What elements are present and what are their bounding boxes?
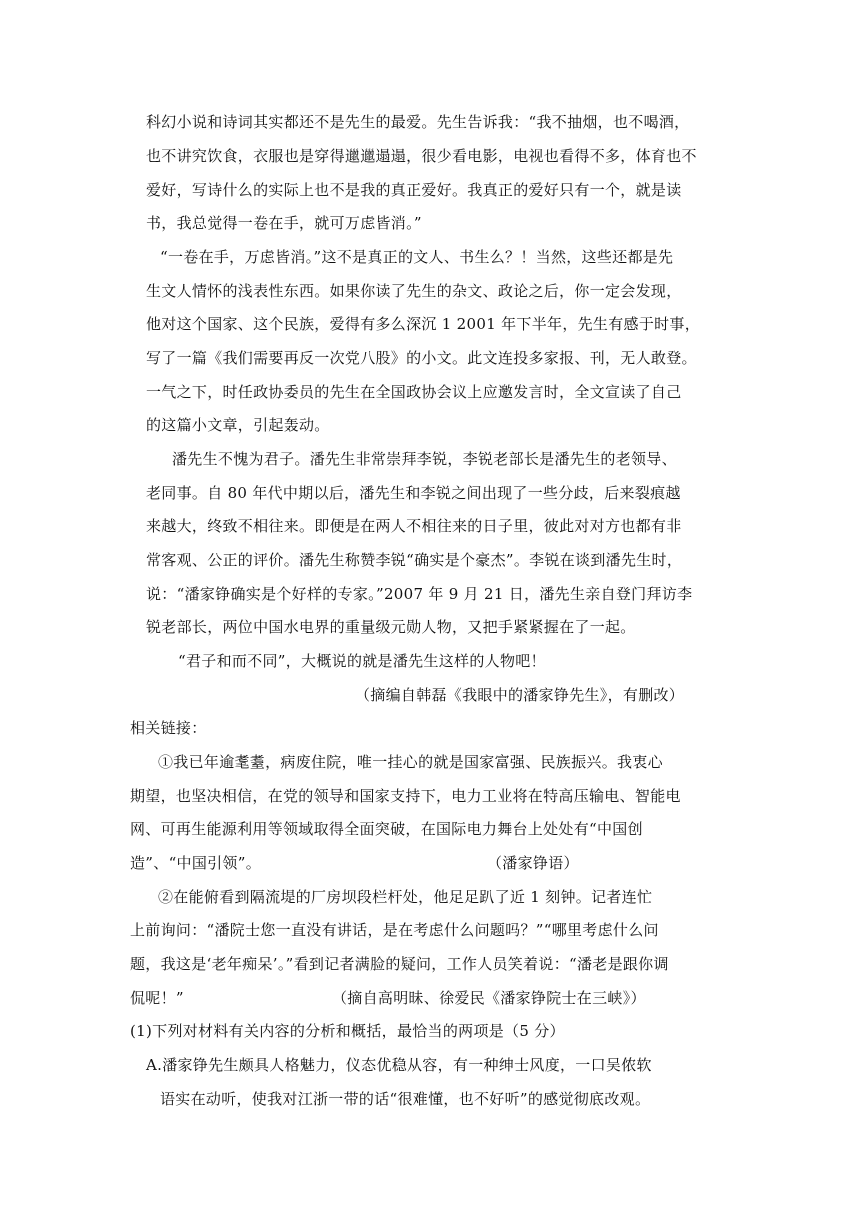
text-line: 科幻小说和诗词其实都还不是先生的最爱。先生告诉我：“我不抽烟，也不喝酒， xyxy=(146,113,690,131)
text-line: 来越大，终致不相往来。即便是在两人不相往来的日子里，彼此对对方也都有非 xyxy=(146,517,682,535)
option-a: A.潘家铮先生颇具人格魅力，仪态优稳从容，有一种绅士风度，一口吴侬软 xyxy=(146,1056,652,1074)
text-line: 书，我总觉得一卷在手，就可万虑皆消。” xyxy=(146,214,422,232)
text-line: 锐老部长，两位中国水电界的重量级元勋人物，又把手紧紧握在了一起。 xyxy=(146,618,636,636)
text-line: 说：“潘家铮确实是个好样的专家。”2007 年 9 月 21 日，潘先生亲自登门拜访李 xyxy=(146,585,693,603)
question-stem: (1)下列对材料有关内容的分析和概括，最恰当的两项是（5 分） xyxy=(130,1022,565,1040)
text-line: 常客观、公正的评价。潘先生称赞李锐“确实是个豪杰”。李锐在谈到潘先生时， xyxy=(146,551,683,569)
text-line: 他对这个国家、这个民族，爱得有多么深沉 1 2001 年下半年，先生有感于时事， xyxy=(146,315,701,333)
text-line: ①我已年逾耄耋，病废住院，唯一挂心的就是国家富强、民族振兴。我衷心 xyxy=(158,753,663,771)
text-line: 一气之下，时任政协委员的先生在全国政协会议上应邀发言时，全文宣读了自己 xyxy=(146,383,682,401)
source-citation: （摘编自韩磊《我眼中的潘家铮先生》，有删改） xyxy=(355,686,685,704)
text-line: 老同事。自 80 年代中期以后，潘先生和李锐之间出现了一些分歧，后来裂痕越 xyxy=(146,484,681,502)
text-line: 的这篇小文章，引起轰动。 xyxy=(146,416,330,434)
text-line: 侃呢！” xyxy=(130,989,184,1007)
text-line: 网、可再生能源利用等领域取得全面突破，在国际电力舞台上处处有“中国创 xyxy=(130,820,643,838)
text-line: “一卷在手，万虑皆消。”这不是真正的文人、书生么？！当然，这些还都是先 xyxy=(160,248,674,266)
text-line: 题，我这是‘老年痴呆’。”看到记者满脸的疑问，工作人员笑着说：“潘老是跟你调 xyxy=(130,955,669,973)
option-a-continued: 语实在动听，使我对江浙一带的话“很难懂，也不好听”的感觉彻底改观。 xyxy=(160,1090,651,1108)
text-line: 潘先生不愧为君子。潘先生非常崇拜李锐，李锐老部长是潘先生的老领导、 xyxy=(172,450,677,468)
text-line: 期望，也坚决相信，在党的领导和国家支持下，电力工业将在特高压输电、智能电 xyxy=(130,787,681,805)
text-line: 写了一篇《我们需要再反一次党八股》的小文。此文连投多家报、刊，无人敢登。 xyxy=(146,349,697,367)
source-citation: （潘家铮语） xyxy=(487,854,579,872)
source-citation: （摘自高明昧、徐爱民《潘家铮院士在三峡》） xyxy=(332,989,646,1007)
text-line: 上前询问：“潘院士您一直没有讲话，是在考虑什么问题吗？”“哪里考虑什么问 xyxy=(130,921,659,939)
text-line: 生文人情怀的浅表性东西。如果你读了先生的杂文、政论之后，你一定会发现， xyxy=(146,282,682,300)
text-line: “君子和而不同”，大概说的就是潘先生这样的人物吧！ xyxy=(178,652,546,670)
text-line: 爱好，写诗什么的实际上也不是我的真正爱好。我真正的爱好只有一个，就是读 xyxy=(146,181,682,199)
text-line: 也不讲究饮食，衣服也是穿得邋邋遢遢，很少看电影，电视也看得不多，体育也不 xyxy=(146,147,697,165)
text-line: ②在能俯看到隔流堤的厂房坝段栏杆处，他足足趴了近 1 刻钟。记者连忙 xyxy=(158,888,653,906)
section-heading: 相关链接： xyxy=(130,719,207,737)
text-line: 造”、“中国引领”。 xyxy=(130,854,262,872)
